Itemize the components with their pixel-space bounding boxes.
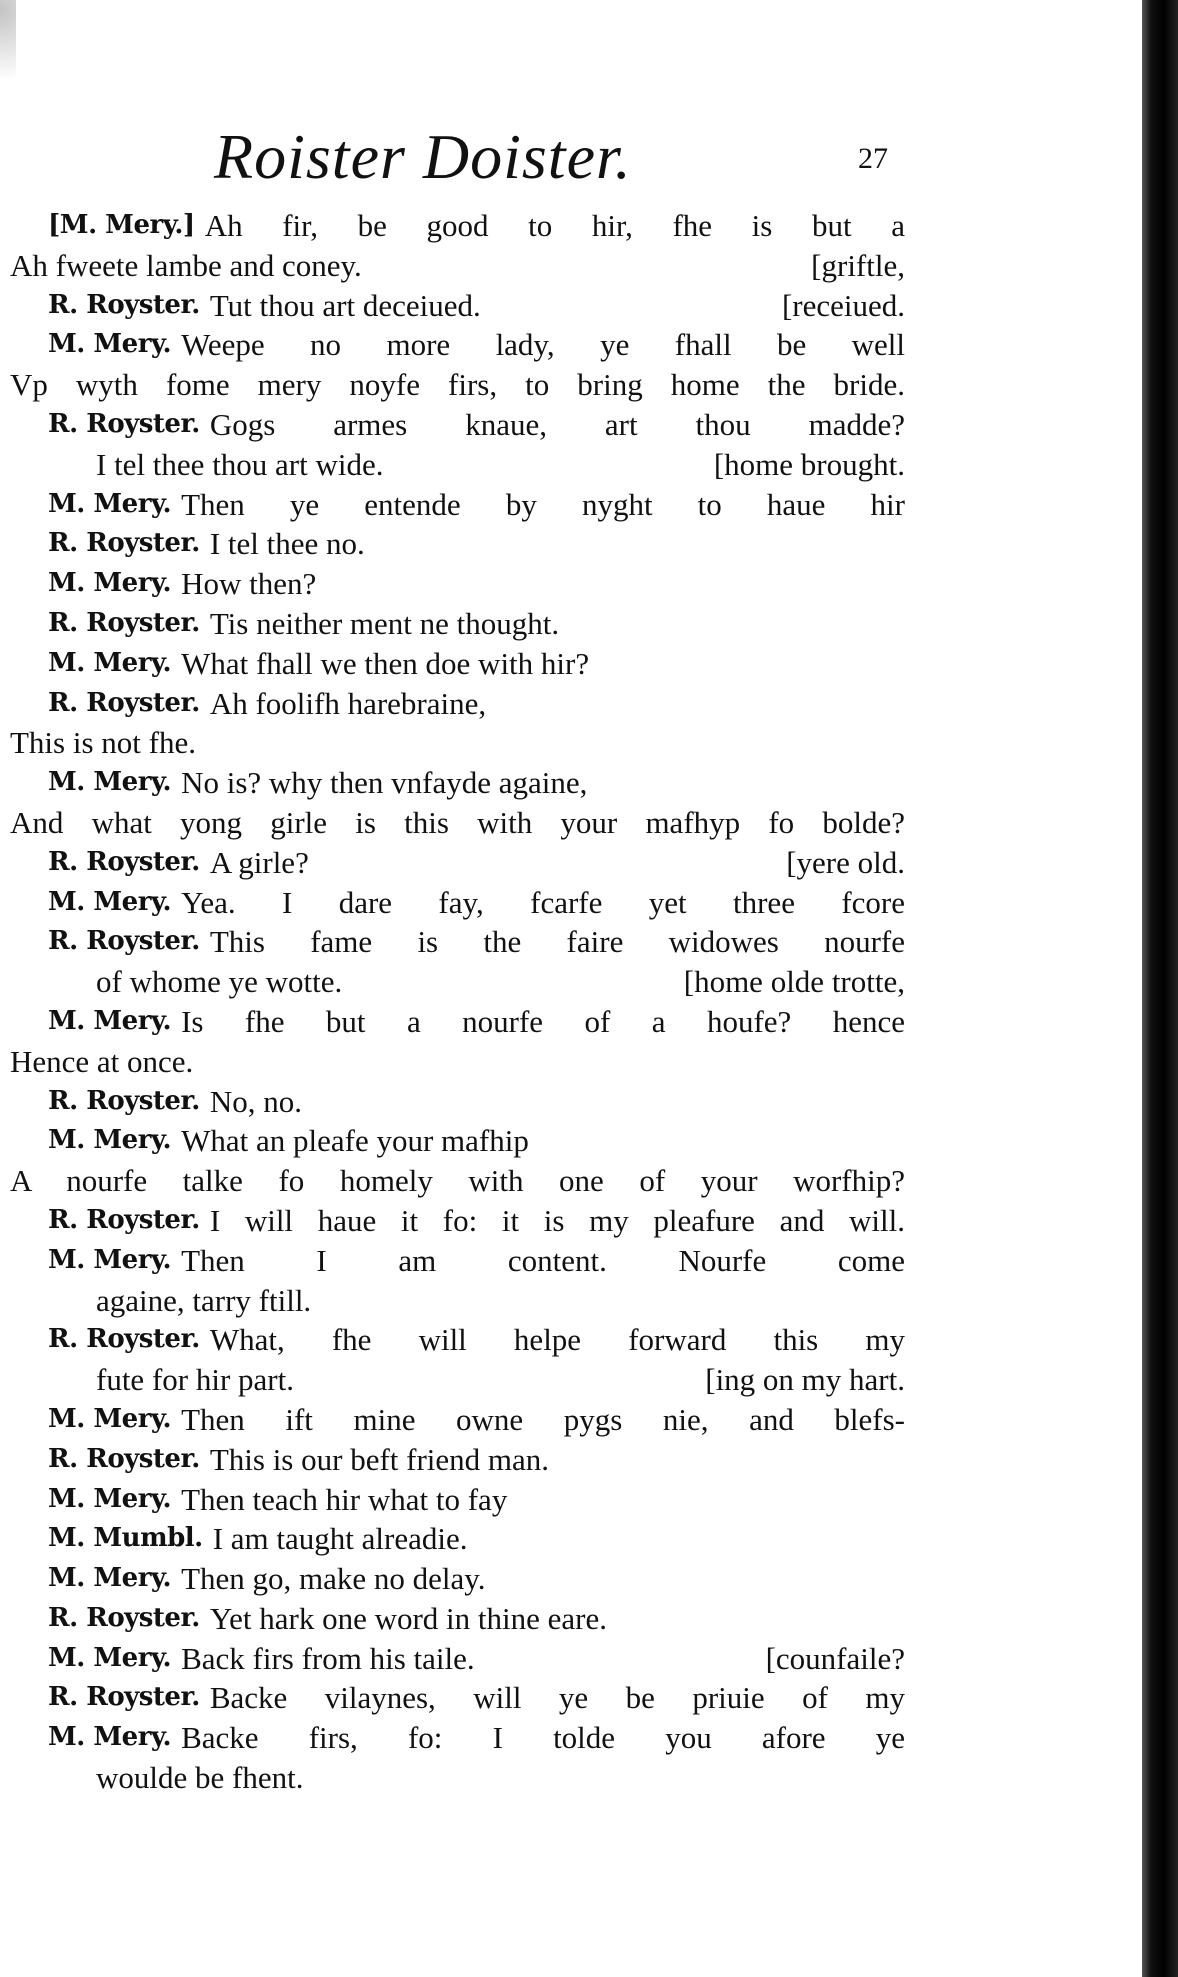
line-text: Then ye entende by nyght to haue hir <box>181 486 905 522</box>
dialogue-line <box>10 1002 905 1042</box>
line-text: Backe vilaynes, will ye be priuie of my <box>209 1680 905 1716</box>
line-text: Yea. I dare fay, fcarfe yet three fcore <box>181 884 905 920</box>
speaker-name: M. Mery. <box>48 1005 172 1036</box>
line-text: Ah fir, be good to hir, fhe is but a <box>204 208 905 243</box>
dialogue-line <box>10 1678 905 1718</box>
dialogue-line <box>10 1241 905 1281</box>
line-text: Vp wyth fome mery noyfe firs, to bring home the bride. <box>10 367 905 403</box>
line-text: Then go, make no delay. <box>181 1561 486 1597</box>
dialogue-line <box>10 1161 905 1201</box>
line-text: Backe firs, fo: I tolde you afore ye <box>181 1720 905 1756</box>
speaker-name: R. Royster. <box>48 289 200 320</box>
line-text: Then ift mine owne pygs nie, and blefs- <box>181 1401 905 1437</box>
line-text: And what yong girle is this with your mafhyp fo bolde? <box>10 804 905 840</box>
dialogue-line <box>10 1082 905 1122</box>
speaker-name: R. Royster. <box>48 607 200 638</box>
line-text: Tut thou art deceiued. <box>209 287 481 323</box>
line-text: I tel thee no. <box>209 526 365 562</box>
dialogue-line <box>10 206 905 246</box>
turnover-text: [ing on my hart. <box>705 1362 905 1398</box>
speaker-name: R. Royster. <box>48 1204 200 1235</box>
dialogue-line <box>10 684 905 724</box>
speaker-name: M. Mery. <box>48 329 172 360</box>
dialogue-line <box>10 1042 905 1082</box>
speaker-name: [M. Mery.] <box>48 210 195 240</box>
dialogue-line <box>10 564 905 604</box>
dialogue-line <box>10 286 905 326</box>
line-text: I tel thee thou art wide. <box>96 446 384 482</box>
dialogue-line <box>10 723 905 763</box>
dialogue-line <box>10 1718 905 1758</box>
speaker-name: M. Mery. <box>48 1642 172 1673</box>
turnover-text: [yere old. <box>786 844 905 880</box>
line-text: A girle? <box>209 844 309 880</box>
speaker-name: M. Mery. <box>48 647 172 678</box>
speaker-name: R. Royster. <box>48 1682 200 1713</box>
dialogue-line <box>10 1519 905 1559</box>
page-number: 27 <box>858 142 888 175</box>
dialogue-line <box>10 325 905 365</box>
line-text: A nourfe talke fo homely with one of your worfhip? <box>10 1163 905 1199</box>
speaker-name: M. Mery. <box>48 1244 172 1275</box>
page-title: Roister Doister. <box>214 121 632 192</box>
turnover-text: [home olde trotte, <box>683 964 905 1000</box>
dialogue-line <box>10 843 905 883</box>
dialogue-line <box>10 1758 905 1798</box>
dialogue-line <box>10 883 905 923</box>
dialogue-line <box>10 365 905 405</box>
line-text: How then? <box>181 566 317 602</box>
speaker-name: R. Royster. <box>48 1085 200 1116</box>
line-text: What an pleafe your mafhip <box>181 1123 529 1159</box>
line-text: Then I am content. Nourfe come <box>181 1242 905 1278</box>
dialogue-line <box>10 1480 905 1520</box>
turnover-text: [counfaile? <box>765 1640 905 1676</box>
line-text: This fame is the faire widowes nourfe <box>209 924 905 960</box>
line-text: This is our beft friend man. <box>209 1441 550 1477</box>
line-text: No is? why then vnfayde againe, <box>181 765 588 801</box>
dialogue-line <box>10 1360 905 1400</box>
dialogue-line <box>10 1201 905 1241</box>
speaker-name: M. Mery. <box>48 488 172 519</box>
speaker-name: R. Royster. <box>48 528 200 559</box>
dialogue-line <box>10 763 905 803</box>
speaker-name: R. Royster. <box>48 1324 200 1355</box>
dialogue-line <box>10 1400 905 1440</box>
dialogue-line <box>10 405 905 445</box>
dialogue-line <box>10 445 905 485</box>
dialogue-line <box>10 962 905 1002</box>
line-text: Hence at once. <box>10 1043 194 1079</box>
speaker-name: M. Mery. <box>48 767 172 798</box>
speaker-name: R. Royster. <box>48 846 200 877</box>
line-text: Ah fweete lambe and coney. <box>10 247 362 283</box>
speaker-name: R. Royster. <box>48 687 200 718</box>
speaker-name: R. Royster. <box>48 926 200 957</box>
line-text: What, fhe will helpe forward this my <box>209 1322 905 1358</box>
line-text: I am taught alreadie. <box>212 1521 468 1557</box>
speaker-name: R. Royster. <box>48 408 200 439</box>
speaker-name: R. Royster. <box>48 1602 200 1633</box>
speaker-name: R. Royster. <box>48 1443 200 1474</box>
speaker-name: M. Mery. <box>48 886 172 917</box>
line-text: Yet hark one word in thine eare. <box>209 1600 607 1636</box>
line-text: Back firs from his taile. <box>181 1640 475 1676</box>
speaker-name: M. Mery. <box>48 568 172 599</box>
dialogue-line <box>10 1599 905 1639</box>
turnover-text: [receiued. <box>781 287 905 323</box>
line-text: Is fhe but a nourfe of a houfe? hence <box>181 1003 905 1039</box>
dialogue-line <box>10 1559 905 1599</box>
dialogue-line <box>10 803 905 843</box>
dialogue-line <box>10 485 905 525</box>
dialogue-line <box>10 1121 905 1161</box>
page-edge-shadow <box>0 0 16 110</box>
dialogue-text <box>10 206 905 1798</box>
line-text: Then teach hir what to fay <box>181 1481 508 1517</box>
dialogue-line <box>10 644 905 684</box>
dialogue-line <box>10 1639 905 1679</box>
line-text: What fhall we then doe with hir? <box>181 645 590 681</box>
dialogue-line <box>10 1320 905 1360</box>
line-text: fute for hir part. <box>96 1362 294 1398</box>
line-text: Ah foolifh harebraine, <box>209 685 487 721</box>
speaker-name: M. Mery. <box>48 1722 172 1753</box>
line-text: I will haue it fo: it is my pleafure and will. <box>209 1202 905 1238</box>
dialogue-line <box>10 922 905 962</box>
line-text: This is not fhe. <box>10 725 196 761</box>
speaker-name: M. Mery. <box>48 1125 172 1156</box>
line-text: woulde be fhent. <box>96 1760 304 1796</box>
line-text: of whome ye wotte. <box>96 964 343 1000</box>
turnover-text: [home brought. <box>713 446 905 482</box>
speaker-name: M. Mery. <box>48 1483 172 1514</box>
line-text: No, no. <box>209 1083 302 1119</box>
dialogue-line <box>10 604 905 644</box>
dialogue-line <box>10 246 905 286</box>
line-text: Tis neither ment ne thought. <box>209 605 560 641</box>
speaker-name: M. Mery. <box>48 1403 172 1434</box>
line-text: Weepe no more lady, ye fhall be well <box>181 327 905 363</box>
dialogue-line <box>10 1440 905 1480</box>
turnover-text: [griftle, <box>811 247 905 283</box>
dialogue-line <box>10 1281 905 1321</box>
speaker-name: M. Mery. <box>48 1563 172 1594</box>
line-text: Gogs armes knaue, art thou madde? <box>209 406 905 442</box>
line-text: againe, tarry ftill. <box>96 1282 312 1318</box>
dialogue-line <box>10 524 905 564</box>
book-binding-edge <box>1142 0 1178 1977</box>
speaker-name: M. Mumbl. <box>48 1523 203 1554</box>
